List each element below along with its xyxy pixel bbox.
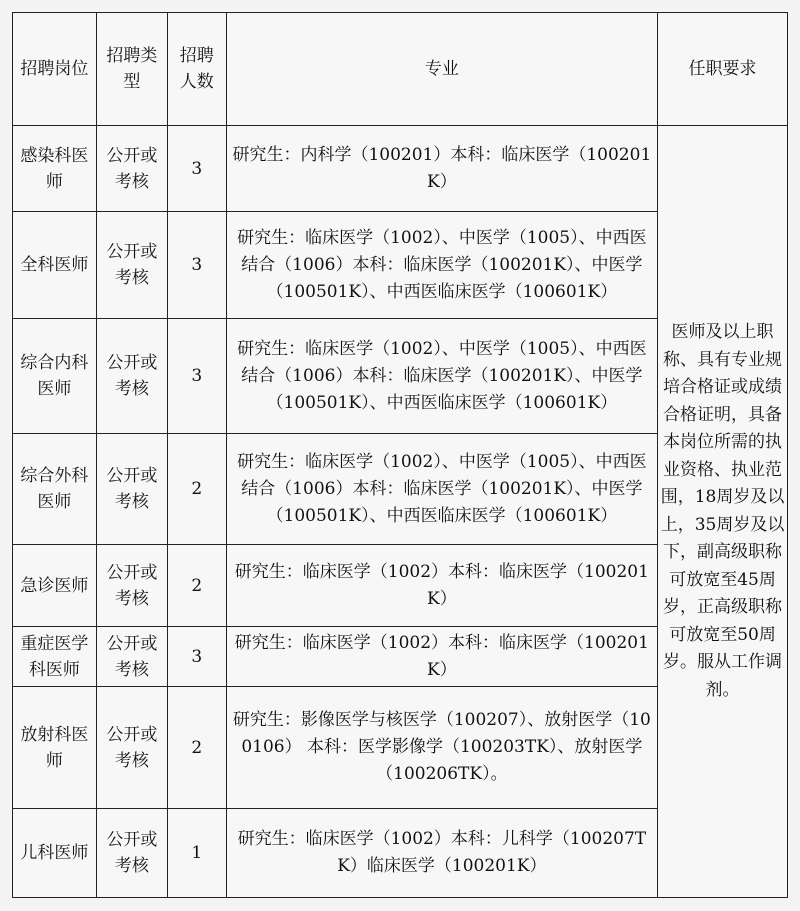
header-major: 专业 <box>226 13 657 126</box>
header-position: 招聘岗位 <box>13 13 97 126</box>
header-type: 招聘类型 <box>96 13 167 126</box>
row-type: 公开或考核 <box>96 212 167 319</box>
row-major: 研究生：内科学（100201）本科：临床医学（100201K） <box>226 126 657 212</box>
row-count: 3 <box>167 319 226 434</box>
row-position: 全科医师 <box>13 212 97 319</box>
row-count: 3 <box>167 627 226 687</box>
row-count: 2 <box>167 545 226 627</box>
table-row <box>13 126 788 212</box>
requirements-cell: 医师及以上职称、具有专业规培合格证或成绩合格证明，具备本岗位所需的执业资格、执业范围，18周岁及以上，35周岁及以下，副高级职称可放宽至45周岁，正高级职称可放宽至50周岁。服从工作调剂。 <box>658 126 788 898</box>
row-type: 公开或考核 <box>96 319 167 434</box>
row-position: 重症医学科医师 <box>13 627 97 687</box>
row-position: 综合外科医师 <box>13 434 97 545</box>
row-major: 研究生：临床医学（1002）、中医学（1005）、中西医结合（1006）本科：临床医学（100201K）、中医学（100501K）、中西医临床医学（100601K） <box>226 212 657 319</box>
row-count: 3 <box>167 126 226 212</box>
row-count: 1 <box>167 809 226 898</box>
row-position: 急诊医师 <box>13 545 97 627</box>
row-major: 研究生：临床医学（1002）本科：临床医学（100201K） <box>226 545 657 627</box>
row-type: 公开或考核 <box>96 434 167 545</box>
row-position: 感染科医师 <box>13 126 97 212</box>
row-major: 研究生：临床医学（1002）本科：临床医学（100201K） <box>226 627 657 687</box>
row-type: 公开或考核 <box>96 627 167 687</box>
header-requirements: 任职要求 <box>658 13 788 126</box>
row-position: 儿科医师 <box>13 809 97 898</box>
row-type: 公开或考核 <box>96 809 167 898</box>
row-major: 研究生：临床医学（1002）本科：儿科学（100207TK）临床医学（100201K） <box>226 809 657 898</box>
row-major: 研究生：临床医学（1002）、中医学（1005）、中西医结合（1006）本科：临床医学（100201K）、中医学（100501K）、中西医临床医学（100601K） <box>226 434 657 545</box>
row-position: 综合内科医师 <box>13 319 97 434</box>
row-count: 3 <box>167 212 226 319</box>
recruitment-table <box>12 12 788 898</box>
row-position: 放射科医师 <box>13 687 97 809</box>
header-count: 招聘人数 <box>167 13 226 126</box>
row-major: 研究生：临床医学（1002）、中医学（1005）、中西医结合（1006）本科：临床医学（100201K）、中医学（100501K）、中西医临床医学（100601K） <box>226 319 657 434</box>
row-major: 研究生：影像医学与核医学（100207）、放射医学（100106） 本科：医学影像学（100203TK）、放射医学（100206TK）。 <box>226 687 657 809</box>
row-type: 公开或考核 <box>96 545 167 627</box>
row-type: 公开或考核 <box>96 687 167 809</box>
row-count: 2 <box>167 687 226 809</box>
row-count: 2 <box>167 434 226 545</box>
table-header-row <box>13 13 788 126</box>
recruitment-table-sheet <box>12 12 788 897</box>
row-type: 公开或考核 <box>96 126 167 212</box>
